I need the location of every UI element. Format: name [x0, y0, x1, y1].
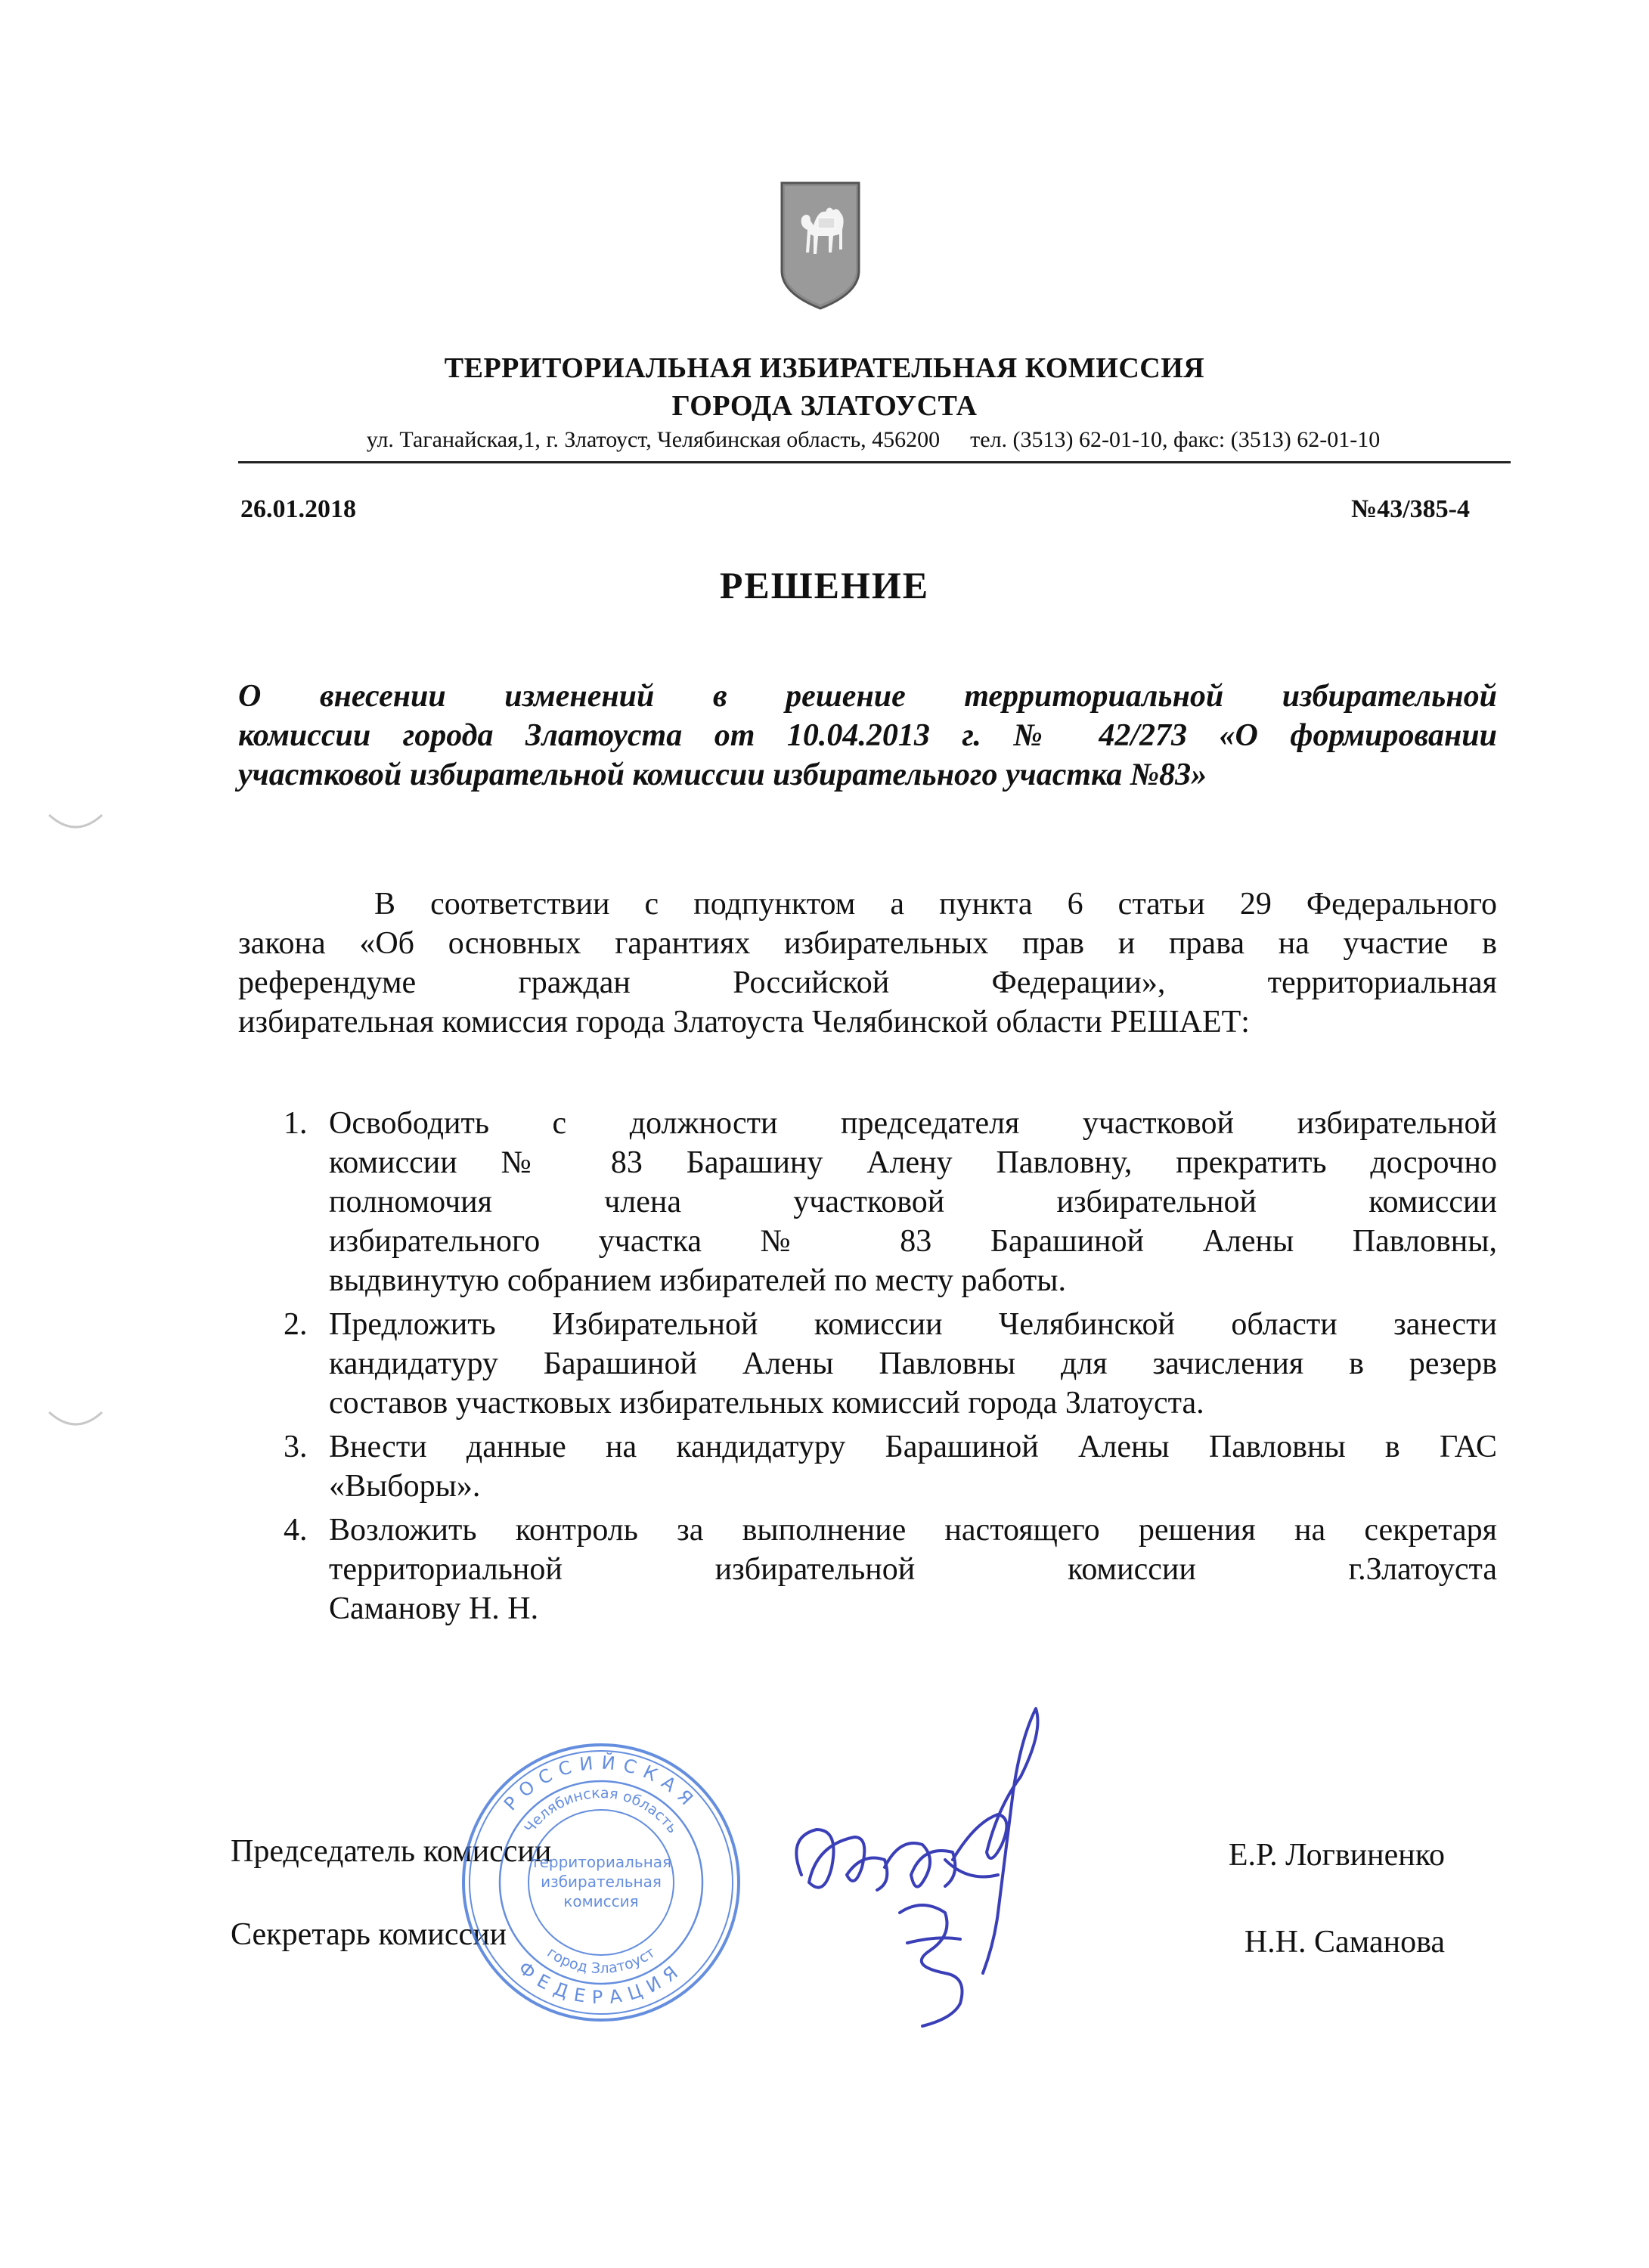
- document-title: РЕШЕНИЕ: [719, 564, 930, 606]
- item-line: «Выборы».: [329, 1469, 481, 1504]
- seal-outer-bottom: ФЕДЕРАЦИЯ: [514, 1957, 688, 2009]
- seal-center-line: избирательная: [541, 1873, 662, 1891]
- subject-line: участковой избирательной комиссии избирательного участка №83»: [238, 758, 1207, 792]
- secretary-label: Секретарь комиссии: [231, 1917, 507, 1952]
- address-line: [238, 427, 1508, 453]
- subject-line: О внесении изменений в решение территориальной избирательной: [238, 679, 1497, 714]
- svg-text:город Златоуст: [544, 1944, 658, 1978]
- item-number: 3.: [284, 1430, 308, 1464]
- preamble-line: референдуме граждан Российской Федерации», территориальная: [238, 965, 1497, 1000]
- secretary-name: Н.Н. Саманова: [1244, 1925, 1445, 1960]
- chair-name: Е.Р. Логвиненко: [1228, 1838, 1445, 1873]
- item-line: Освободить с должности председателя участковой избирательной: [329, 1106, 1497, 1141]
- punch-hole-mark: [42, 1406, 110, 1436]
- seal-center-line: территориальная: [530, 1853, 672, 1871]
- decision-subject: [238, 677, 1497, 795]
- item-line: полномочия члена участковой избирательной комиссии: [329, 1185, 1497, 1219]
- item-number: 1.: [284, 1106, 308, 1141]
- postal-address: ул. Таганайская,1, г. Златоуст, Челябинская область, 456200: [366, 427, 941, 452]
- list-item: [284, 1104, 1497, 1300]
- item-line: Саманову Н. Н.: [329, 1591, 539, 1626]
- item-line: кандидатуру Барашиной Алены Павловны для зачисления в резерв: [329, 1346, 1497, 1381]
- preamble: [238, 885, 1497, 1042]
- punch-hole-mark: [42, 809, 110, 839]
- item-number: 2.: [284, 1307, 308, 1342]
- item-line: выдвинутую собранием избирателей по месту работы.: [329, 1263, 1066, 1298]
- decision-number: №43/385-4: [1351, 495, 1470, 523]
- decision-items: [284, 1104, 1497, 1633]
- item-line: избирательного участка № 83 Барашиной Алены Павловны,: [329, 1224, 1497, 1259]
- signature-icon: [771, 1686, 1089, 2041]
- phone-fax: тел. (3513) 62-01-10, факс: (3513) 62-01-10: [970, 427, 1381, 452]
- organization-name: ТЕРРИТОРИАЛЬНАЯ ИЗБИРАТЕЛЬНАЯ КОМИССИЯ: [444, 352, 1205, 384]
- list-item: [284, 1305, 1497, 1423]
- seal-icon: [457, 1739, 745, 2026]
- seal-outer-top: РОССИЙСКАЯ: [500, 1752, 702, 1815]
- subject-line: комиссии города Златоуста от 10.04.2013 г. № 42/273 «О формировании: [238, 718, 1497, 753]
- seal-ring-bottom: город Златоуст: [544, 1944, 659, 1978]
- decision-date: 26.01.2018: [240, 495, 356, 523]
- header-divider: [238, 461, 1511, 463]
- preamble-line: В соответствии с подпунктом а пункта 6 статьи 29 Федерального: [374, 887, 1497, 922]
- seal-center-line: комиссия: [563, 1892, 639, 1910]
- organization-city: ГОРОДА ЗЛАТОУСТА: [671, 390, 978, 422]
- item-line: Внести данные на кандидатуру Барашиной Алены Павловны в ГАС: [329, 1430, 1497, 1464]
- coat-of-arms-icon: [779, 180, 862, 311]
- svg-text:Челябинская область: [521, 1785, 680, 1836]
- item-line: Возложить контроль за выполнение настоящего решения на секретаря: [329, 1513, 1497, 1548]
- item-line: территориальной избирательной комиссии г.Златоуста: [329, 1552, 1497, 1587]
- list-item: [284, 1427, 1497, 1506]
- item-number: 4.: [284, 1513, 308, 1548]
- list-item: [284, 1510, 1497, 1628]
- chair-label: Председатель комиссии: [231, 1834, 552, 1869]
- item-line: Предложить Избирательной комиссии Челябинской области занести: [329, 1307, 1497, 1342]
- svg-text:РОССИЙСКАЯ: [500, 1751, 702, 1814]
- seal-ring-top: Челябинская область: [521, 1784, 681, 1837]
- item-line: составов участковых избирательных комиссий города Златоуста.: [329, 1386, 1204, 1421]
- preamble-line: избирательная комиссия города Златоуста Челябинской области РЕШАЕТ:: [238, 1005, 1250, 1040]
- preamble-line: закона «Об основных гарантиях избирательных прав и права на участие в: [238, 926, 1497, 961]
- item-line: комиссии № 83 Барашину Алену Павловну, прекратить досрочно: [329, 1145, 1497, 1180]
